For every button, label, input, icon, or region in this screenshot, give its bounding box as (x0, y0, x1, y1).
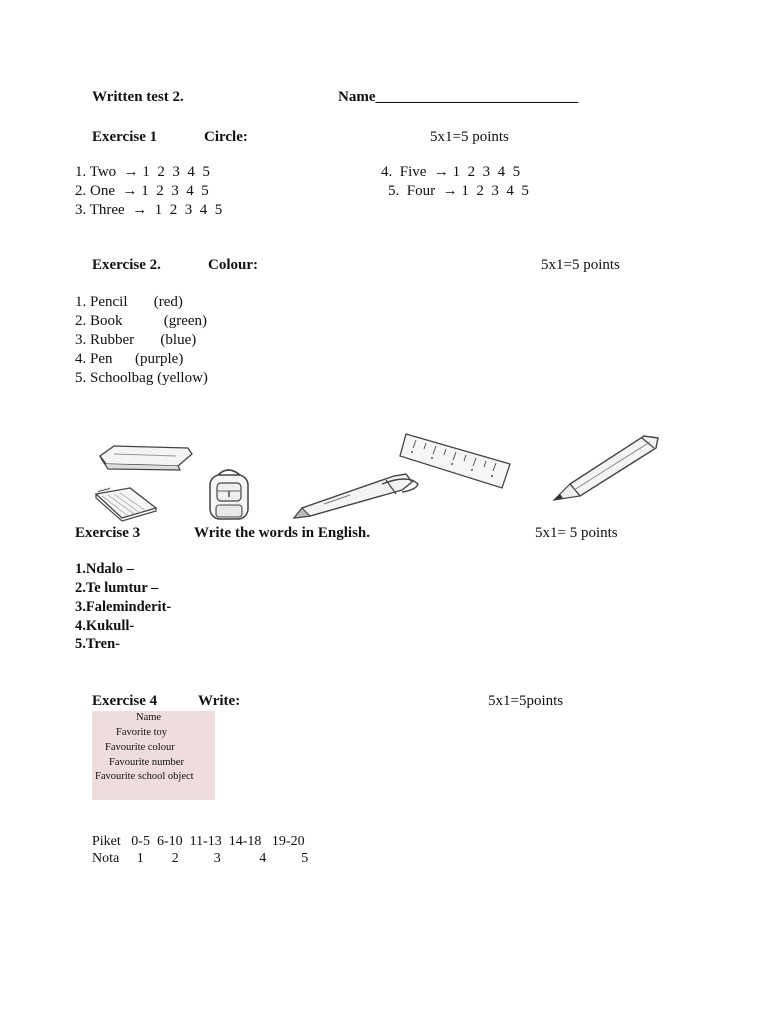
grading-piket-row: Piket 0-5 6-10 11-13 14-18 19-20 (92, 834, 305, 849)
notebook-icon (92, 486, 160, 522)
exercise4-points: 5x1=5points (488, 693, 564, 709)
exercise2-instruction: Colour: (208, 257, 258, 273)
prompt-favourite-colour: Favourite colour (105, 742, 175, 753)
exercise4-prompt-box (92, 711, 215, 800)
exercise1-item: 1. Two → 1 2 3 4 5 (75, 164, 210, 180)
prompt-favourite-number: Favourite number (109, 757, 184, 768)
exercise1-item: 5. Four → 1 2 3 4 5 (388, 183, 529, 199)
exercise3-item: 5.Tren- (75, 636, 120, 652)
exercise2-points: 5x1=5 points (541, 257, 620, 273)
exercise1-item: 2. One → 1 2 3 4 5 (75, 183, 209, 199)
exercise1-instruction: Circle: (204, 129, 248, 145)
exercise4-instruction: Write: (198, 693, 241, 709)
exercise3-label: Exercise 3 (75, 525, 141, 541)
exercise1-label: Exercise 1 (92, 129, 158, 145)
name-field-label: Name___________________________ (338, 89, 578, 105)
exercise1-item: 4. Five → 1 2 3 4 5 (381, 164, 521, 180)
exercise2-item: 3. Rubber (blue) (75, 332, 197, 348)
exercise3-item: 2.Te lumtur – (75, 580, 159, 596)
exercise4-label: Exercise 4 (92, 693, 158, 709)
grading-nota-row: Nota 1 2 3 4 5 (92, 851, 309, 866)
ruler-icon (398, 432, 512, 490)
exercise3-instruction: Write the words in English. (194, 525, 370, 541)
rubber-icon (96, 442, 196, 472)
exercise2-item: 4. Pen (purple) (75, 351, 184, 367)
exercise3-item: 4.Kukull- (75, 618, 135, 634)
schoolbag-icon (204, 467, 254, 523)
exercise1-item: 3. Three → 1 2 3 4 5 (75, 202, 223, 218)
prompt-favorite-toy: Favorite toy (116, 727, 168, 738)
prompt-name: Name (136, 712, 162, 723)
exercise1-points: 5x1=5 points (430, 129, 509, 145)
exercise3-item: 1.Ndalo – (75, 561, 134, 577)
exercise3-points: 5x1= 5 points (535, 525, 618, 541)
exercise3-item: 3.Faleminderit- (75, 599, 172, 615)
prompt-favourite-school-object: Favourite school object (95, 771, 194, 782)
exercise2-label: Exercise 2. (92, 257, 161, 273)
exercise2-item: 1. Pencil (red) (75, 294, 183, 310)
exercise2-item: 5. Schoolbag (yellow) (75, 370, 208, 386)
pencil-icon (550, 432, 664, 504)
test-title: Written test 2. (92, 89, 184, 105)
exercise2-item: 2. Book (green) (75, 313, 208, 329)
